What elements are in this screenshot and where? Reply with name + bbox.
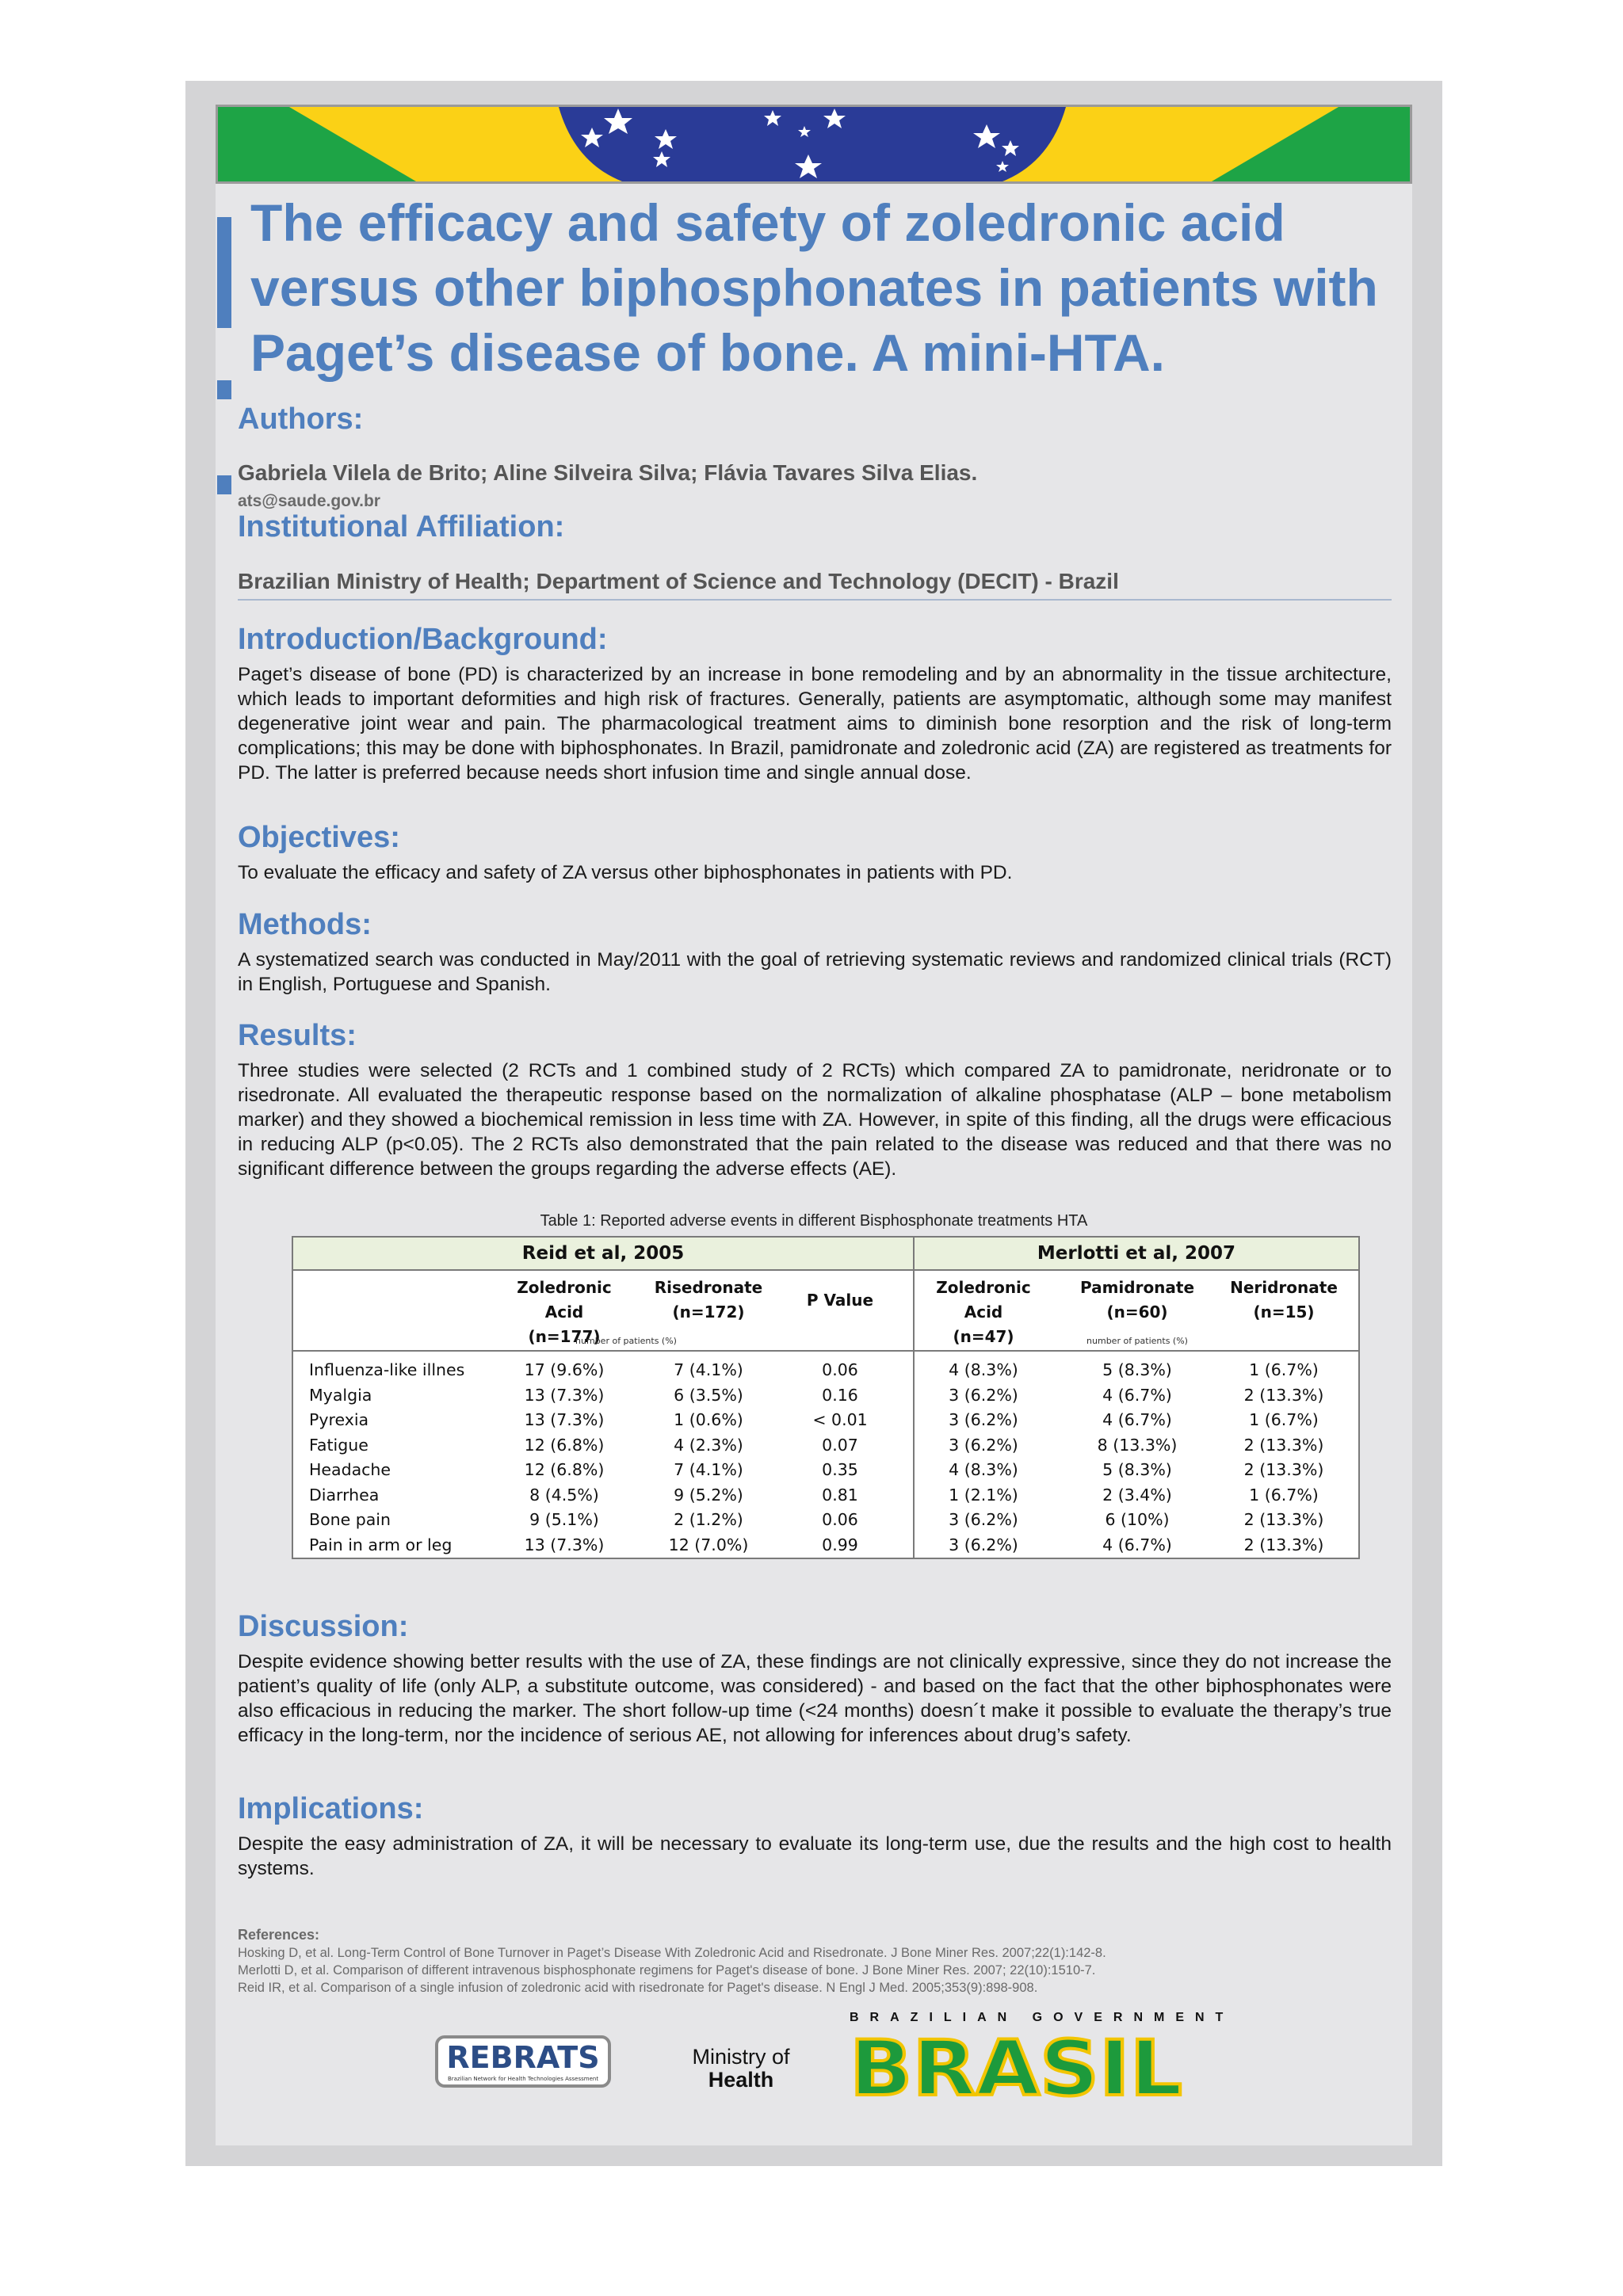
table-cell: 1 (0.6%) [674,1410,743,1429]
column-header-name: Zoledronic Acid [517,1278,612,1322]
table-cell: 12 (6.8%) [524,1460,605,1479]
poster-border [185,81,1442,2166]
table-cell: 0.35 [822,1460,858,1479]
adverse-event-label: Myalgia [309,1385,372,1405]
table-cell: 4 (6.7%) [1102,1410,1172,1429]
implications-text: Despite the easy administration of ZA, it will be necessary to evaluate its long-term use, due the results and the high cost to health systems. [238,1833,1392,1879]
table-cell: 17 (9.6%) [524,1360,605,1379]
table-row [293,1358,1358,1383]
flag-banner [216,105,1412,184]
rebrats-subtitle: Brazilian Network for Health Technologies Assessment [447,2076,599,2082]
adverse-event-label: Diarrhea [309,1485,380,1505]
reference-item: Merlotti D, et al. Comparison of different intravenous bisphosphonate regimens for Paget's disease of bone. J Bone Miner Res. 2007; 22(10):1510-7. [238,1963,1096,1978]
table-cell: 7 (4.1%) [674,1460,743,1479]
table-cell: 6 (3.5%) [674,1385,743,1405]
table-cell: 2 (1.2%) [674,1510,743,1529]
column-header-name: Pamidronate [1079,1278,1195,1297]
brazilian-government-label: BRAZILIAN GOVERNMENT [850,2011,1235,2024]
table-cell: 5 (8.3%) [1102,1360,1172,1379]
adverse-events-table [292,1236,1360,1559]
table-cell: 1 (6.7%) [1249,1360,1319,1379]
ministry-of-health-label [682,2046,800,2092]
column-header-name: P Value [806,1291,874,1310]
table-cell: 0.99 [822,1535,858,1554]
results-heading: Results: [238,1019,357,1052]
table-row [293,1383,1358,1408]
table-cell: 3 (6.2%) [949,1510,1018,1529]
reference-item: Hosking D, et al. Long-Term Control of Bone Turnover in Paget’s Disease With Zoledronic Acid and Risedronate. J Bone Miner Res. 2007;22(1):142-8. [238,1946,1106,1960]
column-header-name: Zoledronic Acid [936,1278,1031,1322]
column-header-n: (n=177) [528,1327,601,1346]
table-cell: 1 (6.7%) [1249,1410,1319,1429]
table-cell: 9 (5.2%) [674,1485,743,1505]
table-cell: 4 (8.3%) [949,1360,1018,1379]
column-header-name: Neridronate [1230,1278,1338,1297]
table-rule [293,1350,1358,1352]
adverse-event-label: Headache [309,1460,391,1479]
table-cell: 4 (2.3%) [674,1435,743,1455]
table-cell: 0.06 [822,1360,858,1379]
table-cell: 1 (6.7%) [1249,1485,1319,1505]
table-cell: 2 (13.3%) [1243,1435,1324,1455]
table-cell: 8 (4.5%) [529,1485,599,1505]
brasil-government-logo [850,2008,1235,2103]
table-row [293,1483,1358,1508]
table-caption: Table 1: Reported adverse events in different Bisphosphonate treatments HTA [540,1212,1088,1230]
table-cell: < 0.01 [812,1410,868,1429]
column-header-n: (n=15) [1253,1302,1315,1322]
column-header [1070,1276,1205,1325]
column-header [1220,1276,1347,1325]
table-cell: 2 (13.3%) [1243,1385,1324,1405]
column-header [916,1276,1051,1349]
column-header [785,1288,896,1313]
discussion-heading: Discussion: [238,1610,409,1643]
table-cell: 2 (3.4%) [1102,1485,1172,1505]
objectives-text: To evaluate the efficacy and safety of ZA versus other biphosphonates in patients with PD. [238,862,1013,883]
discussion-text: Despite evidence showing better results with the use of ZA, these findings are not clinically expressive, since they do not increase the patient’s quality of life (only ALP, a substitute outcome, was considered) - and based on the fact that the other biphosphonates were also efficacious in reducing the marker. The short follow-up time (<24 months) doesn´t make it possible to evaluate the therapy’s true efficacy in the long-term, nor the incidence of serious AE, not allowing for inferences about drug’s safety. [238,1651,1392,1746]
methods-heading: Methods: [238,908,372,941]
table-group-header-left: Reid et al, 2005 [293,1238,913,1269]
column-header-n: (n=60) [1106,1302,1168,1322]
table-row [293,1433,1358,1458]
table-group-header-right: Merlotti et al, 2007 [915,1238,1358,1269]
table-cell: 4 (8.3%) [949,1460,1018,1479]
table-cell: 2 (13.3%) [1243,1510,1324,1529]
table-cell: 9 (5.1%) [529,1510,599,1529]
table-cell: 12 (6.8%) [524,1435,605,1455]
table-cell: 12 (7.0%) [668,1535,749,1554]
table-row [293,1408,1358,1432]
table-cell: 3 (6.2%) [949,1435,1018,1455]
brazil-flag-graphic [218,107,1410,181]
results-text: Three studies were selected (2 RCTs and 1 combined study of 2 RCTs) which compared ZA to pamidronate, neridronate or to risedronate. All evaluated the therapeutic response based on the normalization of alkaline phosphatase (ALP – bone metabolism marker) and they showed a biochemical remission in less time with ZA. However, in spite of this finding, all the drugs were efficacious in reducing ALP (p<0.05). The 2 RCTs also demonstrated that the pain related to the disease was reduced and that there was no significant difference between the groups regarding the adverse effects (AE). [238,1060,1392,1180]
table-cell: 3 (6.2%) [949,1535,1018,1554]
ministry-line-2: Health [708,2068,774,2092]
introduction-text: Paget’s disease of bone (PD) is characterized by an increase in bone remodeling and by an abnormality in the tissue architecture, which leads to important deformities and high risk of fractures. Generally, patients are asymptomatic, although some may manifest degenerative joint wear and pain. The pharmacological treatment aims to diminish bone resorption and the risk of long-term complications; this may be done with biphosphonates. In Brazil, pamidronate and zoledronic acid (ZA) are registered as treatments for PD. The latter is preferred because needs short infusion time and single annual dose. [238,664,1392,784]
table-cell: 13 (7.3%) [524,1385,605,1405]
poster-title [250,190,1407,385]
adverse-event-label: Pyrexia [309,1410,369,1429]
table-cell: 5 (8.3%) [1102,1460,1172,1479]
adverse-event-label: Pain in arm or leg [309,1535,453,1554]
npatients-note: number of patients (%) [575,1336,677,1346]
table-cell: 3 (6.2%) [949,1385,1018,1405]
title-accent-bar [217,217,231,328]
table-cell: 0.16 [822,1385,858,1405]
ministry-line-1: Ministry of [692,2045,790,2069]
references-heading: References: [238,1927,320,1943]
rebrats-logo [434,2035,612,2093]
methods-text: A systematized search was conducted in May/2011 with the goal of retrieving systematic reviews and randomized clinical trials (RCT) in English, Portuguese and Spanish. [238,949,1392,995]
table-cell: 0.06 [822,1510,858,1529]
table-cell: 2 (13.3%) [1243,1535,1324,1554]
table-cell: 13 (7.3%) [524,1535,605,1554]
poster [216,105,1412,2145]
authors-heading: Authors: [238,402,364,436]
affiliation-divider [238,599,1392,601]
adverse-event-label: Bone pain [309,1510,391,1529]
table-cell: 13 (7.3%) [524,1410,605,1429]
column-header-name: Risedronate [654,1278,763,1297]
introduction-heading: Introduction/Background: [238,623,608,656]
table-row [293,1508,1358,1532]
column-header-n: (n=47) [953,1327,1014,1346]
table-cell: 6 (10%) [1105,1510,1170,1529]
reference-item: Reid IR, et al. Comparison of a single infusion of zoledronic acid with risedronate for Paget's disease. N Engl J Med. 2005;353(9):898-908. [238,1981,1038,1995]
brasil-wordmark: BRASIL [850,2024,1182,2103]
table-cell: 1 (2.1%) [949,1485,1018,1505]
title-line: The efficacy and safety of zoledronic acid [250,193,1285,252]
table-cell: 4 (6.7%) [1102,1535,1172,1554]
table-cell: 4 (6.7%) [1102,1385,1172,1405]
table-cell: 3 (6.2%) [949,1410,1018,1429]
affiliation-text: Brazilian Ministry of Health; Department of Science and Technology (DECIT) - Brazil [238,569,1119,593]
authors-names: Gabriela Vilela de Brito; Aline Silveira Silva; Flávia Tavares Silva Elias. [238,460,978,485]
column-header [645,1276,772,1325]
adverse-event-label: Fatigue [309,1435,369,1455]
objectives-heading: Objectives: [238,821,400,854]
column-header-n: (n=172) [672,1302,745,1322]
adverse-event-label: Influenza-like illnes [309,1360,465,1379]
contact-email: ats@saude.gov.br [238,492,380,510]
authors-accent-square [217,475,231,494]
table-cell: 0.07 [822,1435,858,1455]
title-accent-square [217,380,231,399]
table-cell: 0.81 [822,1485,858,1505]
implications-heading: Implications: [238,1792,424,1825]
table-cell: 2 (13.3%) [1243,1460,1324,1479]
table-row [293,1458,1358,1482]
title-line: Paget’s disease of bone. A mini-HTA. [250,323,1165,382]
table-cell: 8 (13.3%) [1097,1435,1178,1455]
table-row [293,1533,1358,1558]
rebrats-wordmark: REBRATS [446,2040,600,2075]
affiliation-heading: Institutional Affiliation: [238,510,565,543]
npatients-note: number of patients (%) [1086,1336,1188,1346]
table-cell: 7 (4.1%) [674,1360,743,1379]
table-rule [293,1269,1358,1271]
title-line: versus other biphosphonates in patients with [250,258,1378,317]
